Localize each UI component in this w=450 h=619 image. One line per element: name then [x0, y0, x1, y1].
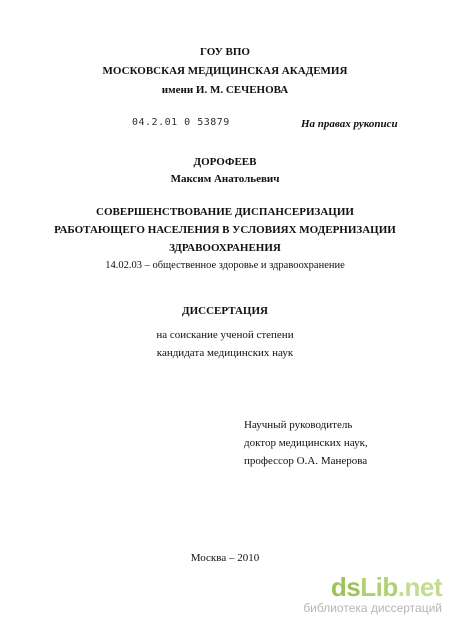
- org-name: ГОУ ВПО: [200, 46, 250, 58]
- dissertation-title-line-1: СОВЕРШЕНСТВОВАНИЕ ДИСПАНСЕРИЗАЦИИ: [96, 206, 354, 218]
- author-surname: ДОРОФЕЕВ: [193, 156, 257, 168]
- supervisor-name: профессор О.А. Манерова: [244, 455, 368, 467]
- author-name: Максим Анатольевич: [170, 173, 280, 185]
- dissertation-title-line-2: РАБОТАЮЩЕГО НАСЕЛЕНИЯ В УСЛОВИЯХ МОДЕРНИЗАЦИИ: [54, 224, 396, 236]
- supervisor-degree: доктор медицинских наук,: [244, 437, 368, 449]
- place-and-year: Москва – 2010: [190, 552, 260, 564]
- archive-code-stamp: 04.2.01 0 53879: [132, 117, 230, 128]
- degree-line-2: кандидата медицинских наук: [156, 347, 294, 359]
- dslib-tagline: библиотека диссертаций: [303, 601, 442, 615]
- manuscript-rights-note: На правах рукописи: [301, 118, 398, 130]
- supervisor-label: Научный руководитель: [244, 419, 353, 431]
- degree-line-1: на соискание ученой степени: [156, 329, 294, 341]
- dissertation-title-line-3: ЗДРАВООХРАНЕНИЯ: [169, 242, 281, 254]
- document-type-heading: ДИССЕРТАЦИЯ: [182, 305, 268, 317]
- specialty-code: 14.02.03 – общественное здоровье и здравоохранение: [105, 260, 345, 271]
- academy-name: МОСКОВСКАЯ МЕДИЦИНСКАЯ АКАДЕМИЯ: [102, 65, 348, 77]
- dslib-watermark: [303, 573, 442, 615]
- academy-named-after: имени И. М. СЕЧЕНОВА: [161, 84, 289, 96]
- dslib-logo: dsLib.net: [330, 572, 442, 602]
